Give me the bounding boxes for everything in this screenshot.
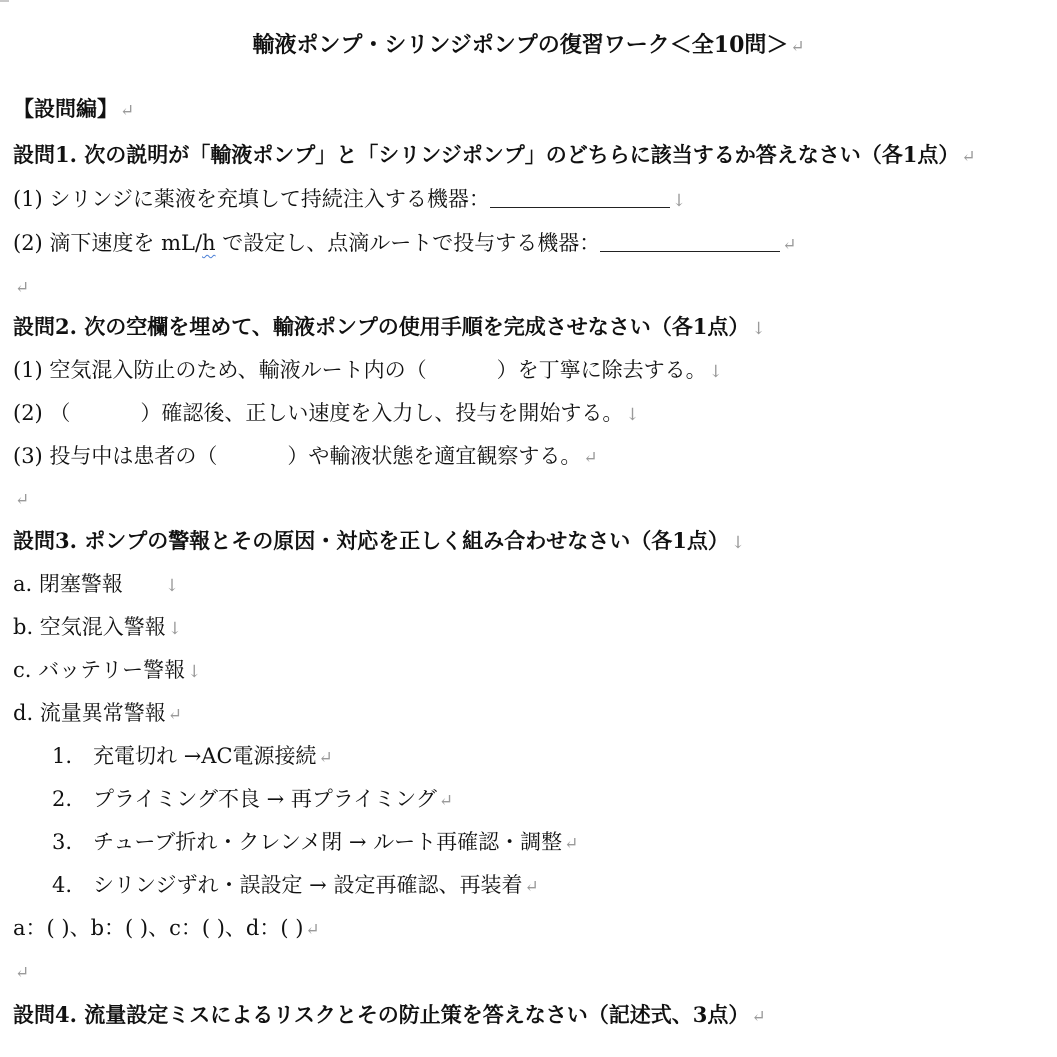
q3-answer-line: a：( )、b：( )、c：( )、d：( ) ↵ [13,916,320,940]
q3-alarm-b: b. 空気混入警報 ↓ [13,615,183,639]
answer-blank[interactable] [490,185,670,208]
proofing-underline: h [202,231,216,255]
q3-cause-4: 4. シリンジずれ・誤設定 → 設定再確認、再装着 ↵ [52,873,539,897]
q2-item-2: (2) （ ）確認後、正しい速度を入力し、投与を開始する。 ↓ [13,401,640,425]
q2-heading: 設問2. 次の空欄を埋めて、輸液ポンプの使用手順を完成させなさい（各1点） ↓ [13,314,766,339]
section-heading: 【設問編】 ↵ [13,96,135,121]
q3-cause-2: 2. プライミング不良 → 再プライミング ↵ [52,787,454,811]
q3-alarm-a: a. 閉塞警報 ↓ [13,572,180,596]
q1-item-1: (1) シリンジに薬液を充填して持続注入する機器： ↓ [13,187,687,211]
q3-heading: 設問3. ポンプの警報とその原因・対応を正しく組み合わせなさい（各1点） ↓ [13,528,746,553]
q2-item-1: (1) 空気混入防止のため、輸液ルート内の（ ）を丁寧に除去する。 ↓ [13,358,723,382]
empty-paragraph: ↵ [15,490,30,510]
answer-blank[interactable] [600,229,780,252]
q1-heading: 設問1. 次の説明が「輸液ポンプ」と「シリンジポンプ」のどちらに該当するか答えなさい（各1点） ↵ [13,142,976,167]
empty-paragraph: ↵ [15,963,30,983]
document-title: 輸液ポンプ・シリンジポンプの復習ワーク＜全10問＞ ↵ [252,32,805,58]
q1-item-2: (2) 滴下速度を mL/h で設定し、点滴ルートで投与する機器： ↵ [13,231,797,255]
q3-cause-1: 1. 充電切れ →AC電源接続 ↵ [52,744,333,768]
q2-item-3: (3) 投与中は患者の（ ）や輸液状態を適宜観察する。 ↵ [13,444,598,468]
empty-paragraph: ↵ [15,278,30,298]
q3-alarm-c: c. バッテリー警報 ↓ [13,658,202,682]
q3-cause-3: 3. チューブ折れ・クレンメ閉 → ルート再確認・調整 ↵ [52,830,579,854]
q3-alarm-d: d. 流量異常警報 ↵ [13,701,183,725]
q4-heading: 設問4. 流量設定ミスによるリスクとその防止策を答えなさい（記述式、3点） ↵ [13,1002,766,1027]
